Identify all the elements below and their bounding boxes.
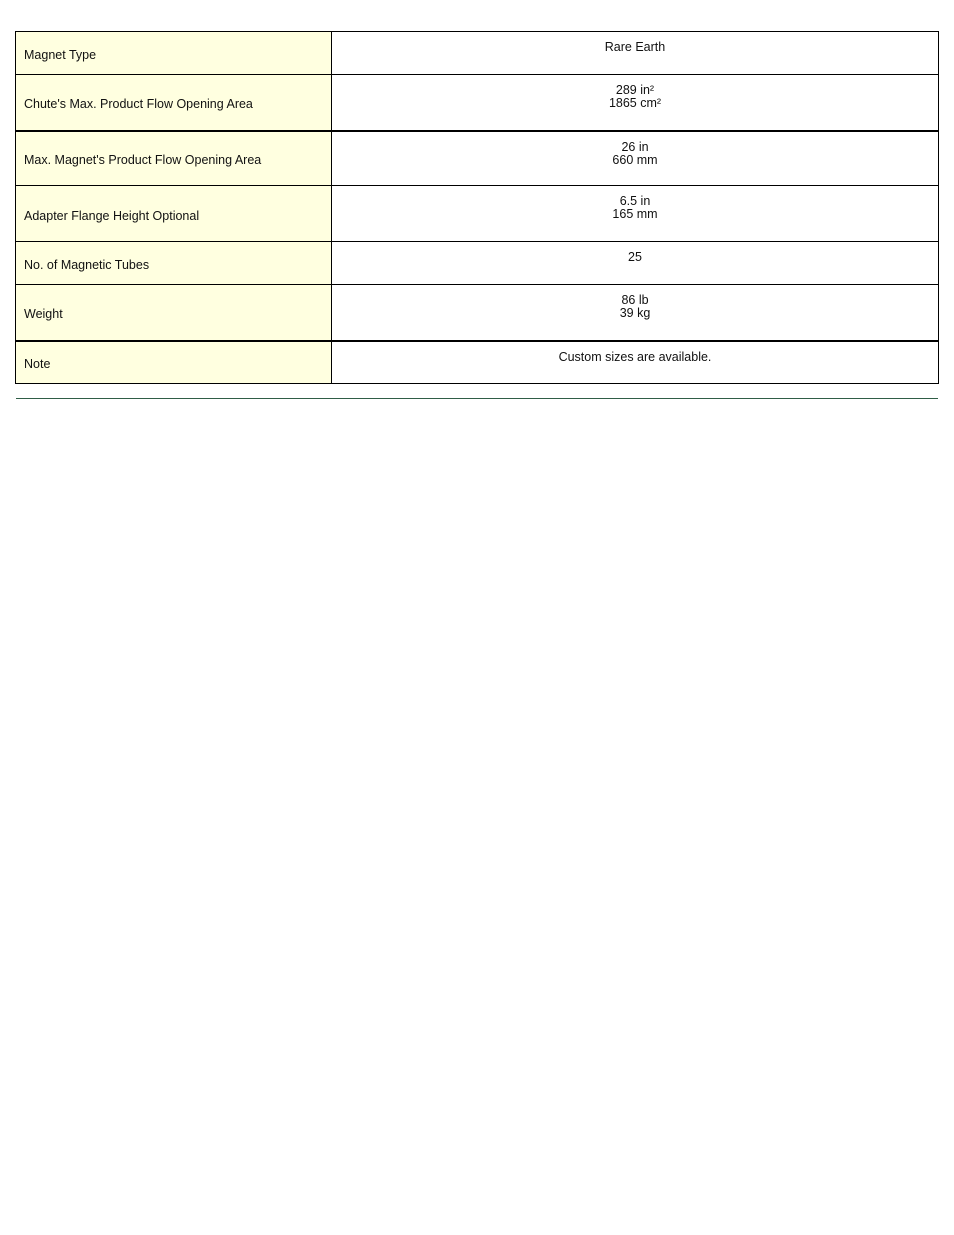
spec-value: 25 — [628, 250, 642, 264]
spec-row-chute-opening-area — [16, 75, 939, 131]
spec-label: Max. Magnet's Product Flow Opening Area — [16, 131, 332, 186]
spec-value-cell — [332, 131, 939, 186]
spec-value-cell — [332, 242, 939, 285]
spec-value-cell — [332, 341, 939, 384]
spec-label: Weight — [16, 285, 332, 341]
spec-row-adapter-flange-height — [16, 186, 939, 242]
spec-value-cell — [332, 186, 939, 242]
spec-row-magnet-opening-area — [16, 131, 939, 186]
spec-value: 86 lb — [621, 293, 649, 307]
spec-value: 660 mm — [612, 152, 658, 167]
spec-label: Adapter Flange Height Optional — [16, 186, 332, 242]
spec-value: 1865 cm² — [608, 96, 662, 110]
spec-table — [15, 31, 939, 384]
spec-label: No. of Magnetic Tubes — [16, 242, 332, 285]
spec-value: 6.5 in — [619, 194, 651, 208]
spec-row-note — [16, 341, 939, 384]
spec-row-weight — [16, 285, 939, 341]
spec-value: 165 mm — [612, 207, 658, 221]
spec-row-magnet-type — [16, 32, 939, 75]
spec-value: 289 in² — [615, 83, 655, 97]
spec-label: Chute's Max. Product Flow Opening Area — [16, 75, 332, 131]
spec-value: Custom sizes are available. — [558, 349, 712, 364]
spec-label: Magnet Type — [16, 32, 332, 75]
spec-label: Note — [16, 341, 332, 384]
spec-value-cell — [332, 32, 939, 75]
spec-value: Rare Earth — [604, 40, 666, 54]
spec-value-cell — [332, 75, 939, 131]
spec-value-cell — [332, 285, 939, 341]
horizontal-divider — [16, 398, 938, 399]
spec-value: 39 kg — [619, 306, 651, 320]
spec-row-magnetic-tubes — [16, 242, 939, 285]
spec-value: 26 in — [621, 139, 649, 154]
